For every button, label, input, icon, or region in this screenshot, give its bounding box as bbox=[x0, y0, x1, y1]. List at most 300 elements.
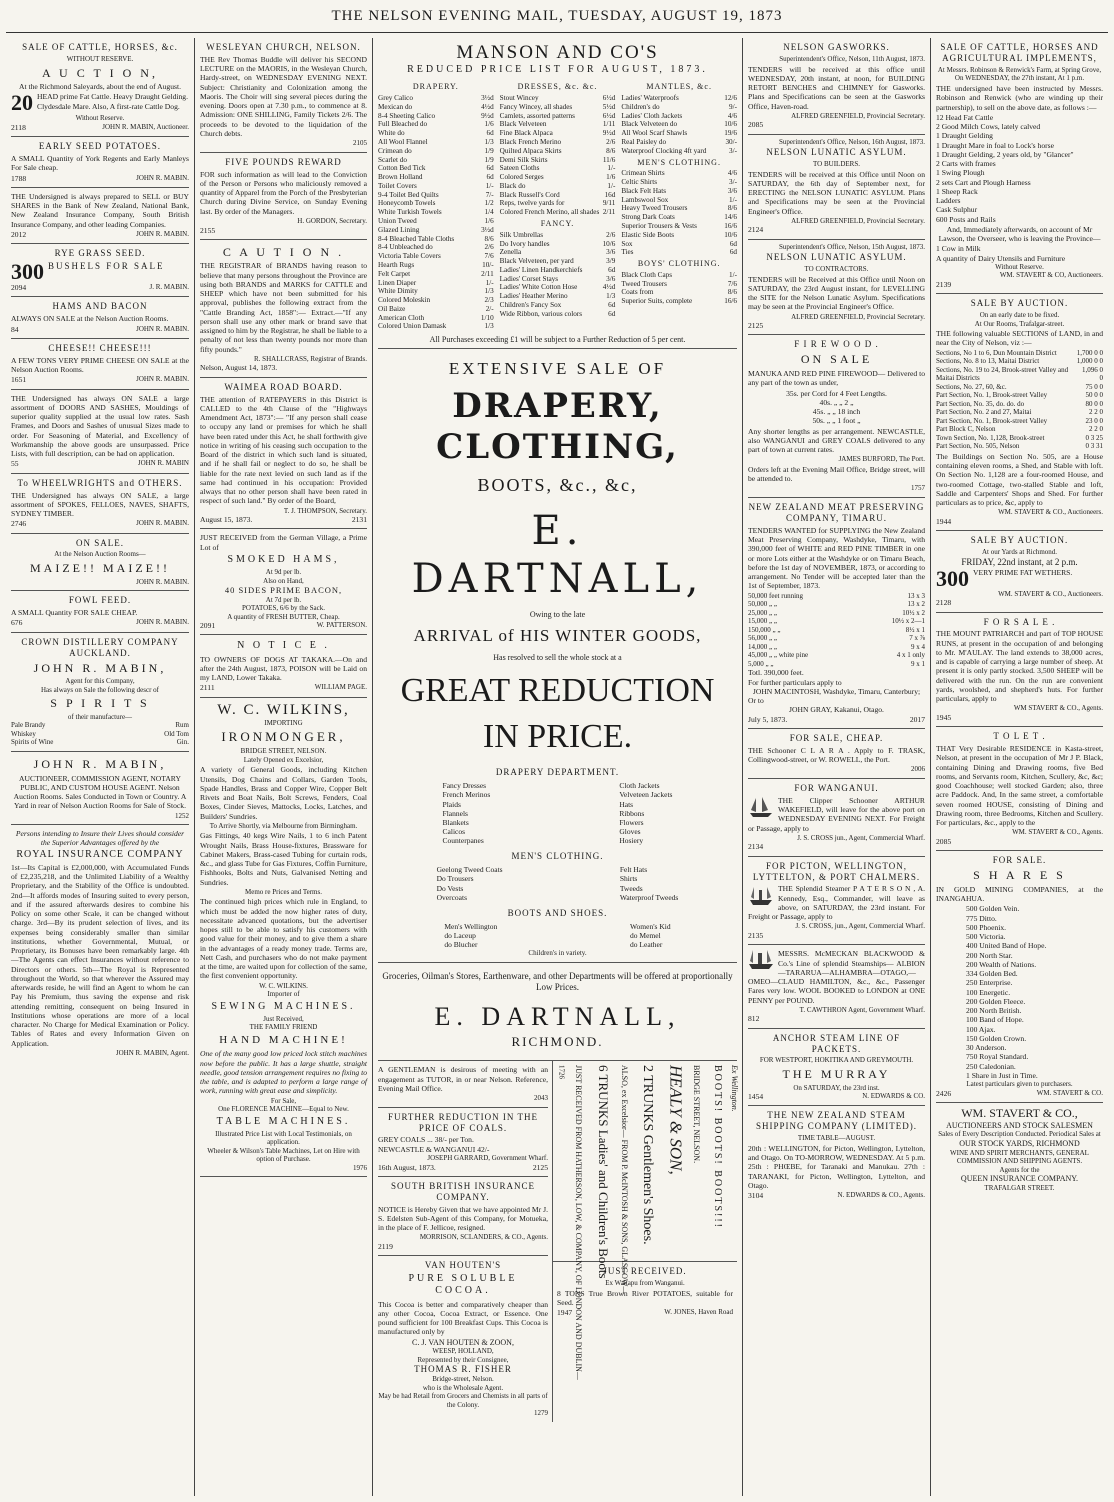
ad-title: E. DARTNALL, bbox=[434, 1001, 681, 1031]
price-row bbox=[500, 240, 616, 249]
price-row bbox=[748, 660, 925, 669]
price-item: Sox bbox=[621, 239, 633, 248]
healy-line: 2 TRUNKS Gentlemen's Shoes. bbox=[640, 1065, 656, 1245]
price-row bbox=[378, 226, 494, 235]
price-value: 1/9 bbox=[484, 146, 494, 155]
ad-signature: J. S. CROSS jun., Agent, Commercial Wharf. bbox=[797, 833, 925, 842]
ad-title: THE NEW ZEALAND STEAM SHIPPING COMPANY (LIMITED). bbox=[755, 1110, 918, 1132]
price-row bbox=[621, 297, 737, 306]
list-item: Overcoats bbox=[436, 892, 468, 902]
ad-signature: JOHN R. MABIN. bbox=[136, 519, 189, 528]
ad-received: Just Received, bbox=[263, 1014, 304, 1023]
price-row bbox=[936, 425, 1103, 434]
price-item: Reps, twelve yards for bbox=[499, 199, 565, 208]
price-row bbox=[621, 271, 737, 280]
price-value: 10½ x 2—1 bbox=[891, 617, 925, 626]
ad-code: 812 bbox=[748, 1014, 760, 1024]
ad-shares bbox=[11, 188, 189, 244]
ad-gentleman-tutor bbox=[378, 1061, 548, 1107]
price-value: 16/6 bbox=[724, 297, 738, 306]
price-row bbox=[621, 248, 737, 257]
price-value: 6d bbox=[486, 129, 494, 138]
price-value: 1/2 bbox=[484, 199, 494, 208]
ad-signature: W. JONES, Haven Road bbox=[664, 1308, 733, 1317]
price-item: Crimean do bbox=[378, 146, 412, 155]
ad-asylum-builders bbox=[748, 135, 925, 240]
ad-ex: Ex Waitapu from Wanganui. bbox=[605, 1279, 685, 1288]
price-row bbox=[621, 222, 737, 231]
price-row bbox=[500, 120, 616, 129]
ad-body: Any shorter lengths as per arrangement. NEWCASTLE, also WANGANUI and GREY COALS delivered to any part of town at current rates. bbox=[748, 426, 925, 454]
ad-body: ALWAYS ON SALE at the Nelson Auction Rooms. bbox=[11, 314, 169, 324]
ad-bacon: 40 SIDES PRIME BACON, bbox=[224, 585, 343, 596]
price-value: 4½d bbox=[602, 283, 616, 292]
list-item: 150 Golden Crown. bbox=[966, 1033, 1027, 1043]
price-row bbox=[936, 383, 1103, 392]
ad-stavert-card bbox=[936, 1103, 1103, 1197]
ad-signature: WM. STAVERT & CO., Auctioneers. bbox=[998, 508, 1103, 517]
price-row: 45s. „ „ 18 inch bbox=[812, 407, 861, 416]
ad-note: All Purchases exceeding £1 will be subject to a Further Reduction of 5 per cent. bbox=[429, 335, 686, 345]
price-value: 9 x 4 bbox=[911, 642, 925, 651]
coal-row: GREY COALS ... 38/- per Ton. bbox=[378, 1135, 474, 1145]
ad-number: 300 bbox=[11, 259, 44, 285]
ad-signature: JAMES BURFORD, The Port. bbox=[838, 455, 925, 464]
ad-clara bbox=[748, 729, 925, 779]
price-value: 1/3 bbox=[484, 138, 494, 147]
ad-to-let bbox=[936, 727, 1103, 851]
ad-timetable: TIME TABLE—AUGUST. bbox=[797, 1134, 876, 1143]
ad-title: NELSON LUNATIC ASYLUM. bbox=[766, 147, 907, 158]
price-item: Do Ivory handles bbox=[499, 239, 550, 248]
ad-price: At 9d per lb. bbox=[265, 568, 302, 577]
price-value: 19/6 bbox=[724, 129, 738, 138]
list-item: Men's Wellington bbox=[444, 921, 498, 931]
column-3 bbox=[372, 38, 742, 1496]
list-item: 100 Energetic. bbox=[966, 987, 1011, 997]
ad-wholesale: who is the Wholesale Agent. bbox=[422, 1383, 504, 1392]
list-item: Plaids bbox=[442, 799, 461, 809]
ad-body: JUST RECEIVED from the German Village, a Prime Lot of bbox=[200, 533, 367, 552]
price-row bbox=[936, 391, 1103, 400]
ad-signature: JOHN R. MABIN. bbox=[136, 618, 189, 627]
list-item: 1 Sheep Rack bbox=[936, 186, 978, 196]
price-row bbox=[621, 147, 737, 156]
price-row bbox=[378, 129, 494, 138]
price-item: Part Section, No. 35, do. do. do bbox=[936, 399, 1025, 408]
ad-reserve: Without Reserve. bbox=[75, 114, 125, 123]
price-value: 13 x 2 bbox=[907, 600, 925, 609]
ad-body: NOTICE is Hereby Given that we have appointed Mr J. S. Edelsten Sub-Agent of this Company, for Motueka, in the place of F. Jellicoe, resigned. bbox=[378, 1204, 548, 1233]
ad-asylum-contractors bbox=[748, 240, 925, 336]
price-item: White Dimity bbox=[378, 287, 418, 296]
price-row bbox=[378, 147, 494, 156]
price-item: Children's do bbox=[621, 102, 660, 111]
price-item: Zenella bbox=[499, 248, 522, 257]
ad-meat-preserving bbox=[748, 498, 925, 729]
price-item: Celtic Shirts bbox=[621, 178, 658, 187]
price-value: 8/6 bbox=[606, 146, 616, 155]
price-row bbox=[621, 187, 737, 196]
price-row bbox=[500, 292, 616, 301]
healy-line: BOOTS! BOOTS! BOOTS!!! bbox=[712, 1065, 724, 1230]
ad-reserve: Without Reserve. bbox=[995, 262, 1044, 271]
ad-heading: MAIZE!! MAIZE!! bbox=[30, 561, 170, 575]
spirit-item: Spirits of Wine bbox=[11, 738, 54, 747]
price-item: Colored Union Damask bbox=[378, 322, 447, 331]
ad-further: For further particulars apply to bbox=[748, 677, 842, 687]
ad-heading: ON SALE bbox=[800, 352, 873, 367]
ad-code: 2118 bbox=[11, 122, 26, 132]
dartnall-name: E. DARTNALL, bbox=[411, 507, 704, 603]
ad-mount-patriarch bbox=[936, 613, 1103, 728]
ad-signature: WM. STAVERT & CO., Auctioneers. bbox=[998, 589, 1103, 598]
dartnall-line: BOOTS, &c., &c, bbox=[477, 474, 638, 495]
ad-title: FOR PICTON, WELLINGTON, LYTTELTON, & PORT CHALMERS. bbox=[752, 860, 921, 882]
price-row bbox=[621, 178, 737, 187]
ad-code: 2012 bbox=[11, 229, 27, 239]
price-item: Colored Moleskin bbox=[378, 296, 431, 305]
price-columns bbox=[378, 80, 737, 331]
list-item: Fancy Dresses bbox=[442, 781, 487, 791]
ad-date: August 15, 1873. bbox=[200, 515, 253, 525]
dartnall-line: EXTENSIVE SALE OF bbox=[448, 358, 667, 378]
price-value: 3½d bbox=[481, 94, 494, 103]
price-row bbox=[378, 322, 494, 331]
ad-title: CHEESE!! CHEESE!!! bbox=[48, 342, 152, 353]
list-item: 775 Ditto. bbox=[966, 913, 997, 923]
price-value: 11/6 bbox=[602, 155, 616, 164]
ad-code: 1252 bbox=[175, 811, 189, 820]
price-item: 8-4 Sheeting Calico bbox=[378, 111, 436, 120]
ad-early: On an early date to be fixed. bbox=[979, 311, 1060, 320]
price-row bbox=[936, 442, 1103, 451]
ad-signature: WM STAVERT & CO., Agents. bbox=[1013, 704, 1103, 713]
price-item: All Wool Flannel bbox=[378, 138, 428, 147]
price-value: 2/- bbox=[485, 304, 494, 313]
ad-intro: Persons intending to Insure their Lives should consider the Superior Advantages offered by the bbox=[15, 829, 185, 848]
healy-line: Ex Wellington. bbox=[729, 1065, 739, 1113]
list-item: 2 Good Milch Cows, lately calved bbox=[936, 122, 1041, 131]
price-value: 9½d bbox=[481, 111, 494, 120]
price-list bbox=[621, 271, 737, 306]
price-head: DRESSES, &c. &c. bbox=[517, 82, 598, 92]
ad-code: 3104 bbox=[748, 1191, 764, 1201]
ad-cheese bbox=[11, 339, 189, 390]
ad-code: 55 bbox=[11, 459, 19, 469]
ad-heading: SEWING MACHINES. bbox=[211, 1000, 356, 1012]
list-item: Women's Kid bbox=[630, 921, 671, 931]
price-value: 13 x 3 bbox=[907, 591, 925, 600]
price-value: 1/6 bbox=[484, 120, 494, 129]
ad-code: 2124 bbox=[748, 225, 764, 235]
ad-code: 2125 bbox=[748, 321, 764, 331]
ad-sale-sections bbox=[936, 294, 1103, 531]
price-item: Fine Black Alpaca bbox=[499, 129, 553, 138]
list-right bbox=[630, 922, 671, 949]
ad-title: JUST RECEIVED. bbox=[603, 1266, 687, 1277]
dept-list bbox=[378, 922, 737, 949]
price-item: Crimean Shirts bbox=[621, 169, 665, 178]
dartnall-line: IN PRICE. bbox=[482, 717, 633, 755]
price-value: 6½d bbox=[602, 111, 616, 120]
ad-retail: May be had Retail from Grocers and Chemists in all parts of the Colony. bbox=[378, 1392, 548, 1409]
ad-title: SALE BY AUCTION. bbox=[970, 298, 1069, 309]
ad-title: FURTHER REDUCTION IN THE PRICE OF COALS. bbox=[387, 1111, 539, 1133]
ad-florence: One FLORENCE MACHINE—Equal to New. bbox=[218, 1105, 349, 1114]
ad-title: VAN HOUTEN'S bbox=[424, 1260, 502, 1271]
coal-row: NEWCASTLE & WANGANUI 42/- bbox=[378, 1144, 490, 1154]
ad-agent: Agent for this Company, bbox=[65, 677, 135, 686]
ad-list: Illustrated Price List with Local Testimonials, on application. bbox=[215, 1129, 352, 1147]
ad-body: THE Undersigned has always ON SALE a large assortment of DOORS AND SASHES, Mouldings of superior quality supplied at the usual low rates. Sash Frames, and Doors and Sashes of unusual Sizes made to order. For Seasoning of Material, and Excellency of Workmanship the above goods are unsurpassed. Price Lists, with full description, can be had on application. bbox=[11, 393, 189, 459]
price-row bbox=[500, 164, 616, 173]
ad-number: 300 bbox=[936, 565, 969, 591]
spirit-item: Gin. bbox=[176, 738, 189, 747]
ad-signature: WM. STAVERT & CO, Auctioneers. bbox=[999, 271, 1103, 280]
ad-gold-shares bbox=[936, 851, 1103, 1103]
ad-signature: ALFRED GREENFIELD, Provincial Secretary. bbox=[791, 216, 925, 225]
price-item: Superior Suits, complete bbox=[621, 297, 693, 306]
ad-code: 84 bbox=[11, 324, 19, 334]
list-right bbox=[620, 865, 679, 902]
ad-or: Or to bbox=[748, 696, 764, 706]
list-item: 1 Share in Just in Time. bbox=[966, 1070, 1038, 1080]
price-value: 1/- bbox=[485, 278, 494, 287]
ad-south-british bbox=[378, 1177, 548, 1256]
price-item: Sections, No. 8 to 13, Maitai District bbox=[936, 357, 1040, 366]
ad-hand-machine: HAND MACHINE! bbox=[219, 1033, 348, 1046]
columns bbox=[6, 38, 1108, 1496]
price-row bbox=[621, 288, 737, 297]
column-2 bbox=[194, 38, 372, 1496]
ad-importing: IMPORTING bbox=[264, 718, 303, 727]
center-bottom-left bbox=[378, 1061, 552, 1422]
ad-agents: Agents for the bbox=[999, 1165, 1040, 1174]
ad-body: THE REGISTRAR of BRANDS having reason to believe that many persons throughout the Province are using both BRANDS and MARKS for CATTLE and SHEEP which have not been submitted for his approval, publishes the following extract from the "Cattle Branding Act, 1858":— Extract.—"If any person shall use any other mark or brand save that assigned to him by the Registrar, he shall be liable to a penalty of not less than twenty pounds nor more than fifty pounds." bbox=[200, 261, 367, 354]
list-item: do Blucher bbox=[444, 940, 478, 950]
ad-body: A GENTLEMAN is desirous of meeting with an engagement as TUTOR, in or near Nelson. Reference, Evening Mail Office. bbox=[378, 1065, 548, 1093]
ad-rooms: At Our Rooms, Trafalgar-street. bbox=[974, 319, 1065, 328]
ad-signature: JOHN R. MABIN, Auctioneer. bbox=[102, 122, 189, 131]
price-row bbox=[378, 243, 494, 252]
column-1 bbox=[6, 38, 194, 1496]
ad-title: WESLEYAN CHURCH, NELSON. bbox=[206, 42, 361, 52]
price-row bbox=[378, 103, 494, 112]
list-item: Blankets bbox=[442, 817, 469, 827]
price-item: Black Felt Hats bbox=[621, 186, 667, 195]
ad-code: 1651 bbox=[11, 375, 27, 385]
price-item: 50,000 „ „ bbox=[748, 600, 777, 609]
ad-signature: JOHN R. MABIN. bbox=[136, 229, 189, 238]
list-item: Flowers bbox=[619, 817, 644, 827]
price-row bbox=[500, 103, 616, 112]
list-item: 750 Royal Standard. bbox=[966, 1052, 1029, 1062]
ad-caution bbox=[200, 240, 367, 378]
price-row bbox=[500, 94, 616, 103]
list-item: Velveteen Jackets bbox=[619, 790, 673, 800]
ad-body: The continued high prices which rule in England, to which must be added the now higher rates of duty, necessitate advanced quotations, but the advertiser hopes still to be able to satisfy his customers with good value for their money, and to give them a share in the advantages of a ready money trade. Terms are, Nett Cash, and purchasers who do not make payment at the time, are waited upon for collection of the same, the first convenient opportunity. bbox=[200, 897, 367, 981]
price-item: Silk Umbrellas bbox=[499, 230, 543, 239]
price-row bbox=[936, 366, 1103, 383]
price-row bbox=[621, 196, 737, 205]
price-row bbox=[500, 275, 616, 284]
price-item: Black French Merino bbox=[499, 138, 562, 147]
price-value: 9/11 bbox=[602, 199, 616, 208]
price-row bbox=[621, 231, 737, 240]
ad-body: THE Undersigned is always prepared to SELL or BUY SHARES in the Bank of New Zealand, National Bank, New Zealand Insurance Company, South British Insurance Company, and other leading Companies. bbox=[11, 191, 189, 229]
price-item: Full Bleached do bbox=[378, 120, 428, 129]
ad-spirits: S P I R I T S bbox=[50, 696, 150, 711]
ad-title: EARLY SEED POTATOES. bbox=[38, 141, 162, 152]
price-value: 2/6 bbox=[606, 230, 616, 239]
ad-code: 2134 bbox=[748, 842, 764, 852]
price-item: Black Velveteen bbox=[499, 120, 547, 129]
price-item: Superior Trousers & Vests bbox=[621, 222, 697, 231]
steamship-icon bbox=[748, 948, 774, 970]
price-item: Real Paisley do bbox=[621, 138, 667, 147]
list-item: Do Trousers bbox=[436, 874, 474, 884]
ad-heading: JOHN R. MABIN, bbox=[33, 660, 167, 675]
price-value: 6½d bbox=[602, 94, 616, 103]
spirit-item: Whiskey bbox=[11, 729, 36, 738]
price-row bbox=[378, 191, 494, 200]
list-item: 500 Golden Vein. bbox=[966, 904, 1020, 914]
ad-early-potatoes bbox=[11, 137, 189, 188]
timber-table bbox=[748, 592, 925, 669]
price-row bbox=[378, 261, 494, 270]
ad-body: At the Nelson Auction Rooms— bbox=[54, 550, 146, 559]
price-row bbox=[500, 138, 616, 147]
price-value: 16/6 bbox=[724, 222, 738, 231]
price-item: Part Section, No. 1, Brook-street Valley bbox=[936, 416, 1048, 425]
price-value: 8/6 bbox=[727, 288, 738, 297]
ad-code: 2128 bbox=[936, 598, 952, 608]
list-item: 200 North Star. bbox=[966, 950, 1013, 960]
price-item: Cotton Bed Tick bbox=[378, 164, 426, 173]
ad-code: 2125 bbox=[532, 1162, 548, 1172]
price-item: Quilted Alpaca Skirts bbox=[499, 146, 562, 155]
ad-royal-insurance bbox=[11, 825, 189, 1061]
price-row bbox=[621, 213, 737, 222]
price-item: Demi Silk Skirts bbox=[499, 155, 548, 164]
ad-dairy: A quantity of Dairy Utensils and Furniture bbox=[936, 253, 1066, 263]
price-item: 8-4 Bleached Table Cloths bbox=[378, 234, 455, 243]
ad-body: 20th : WELLINGTON, for Picton, Wellington, Lyttelton, and Otago. On TO-MORROW, WEDNESDAY. At 5 p.m. 25th : PHŒBE, for Taranaki and Manukau. 27th : TARANAKI, for Picton, Wellington, Lyttelton, and Otago. bbox=[748, 1143, 925, 1190]
ad-title: SALE BY AUCTION. bbox=[970, 535, 1069, 546]
ad-title: C A U T I O N . bbox=[222, 244, 345, 259]
ad-body: FOR WESTPORT, HOKITIKA AND GREYMOUTH. bbox=[759, 1056, 914, 1065]
price-row bbox=[621, 120, 737, 129]
ad-signature: T. J. THOMPSON, Secretary. bbox=[283, 506, 367, 515]
price-row bbox=[500, 112, 616, 121]
ad-signature: J. R. MABIN. bbox=[149, 283, 189, 292]
price-item: Ladies' Corset Stays bbox=[499, 274, 559, 283]
ad-code: 2135 bbox=[748, 931, 764, 940]
price-item: Colored Serges bbox=[499, 173, 544, 182]
price-item: Wide Ribbon, various colors bbox=[499, 309, 583, 318]
ad-code: 1947 bbox=[557, 1308, 573, 1318]
price-item: Grey Calico bbox=[378, 94, 413, 103]
price-item: 5,000 „ „ bbox=[748, 659, 774, 668]
price-item: 8-4 Unbleached do bbox=[378, 243, 433, 252]
list-item: Gloves bbox=[619, 827, 641, 837]
price-item: Scarlet do bbox=[378, 155, 407, 164]
ad-also: And, Immediately afterwards, on account of Mr Lawson, the Overseer, who is leaving the Province— bbox=[938, 224, 1101, 243]
ad-code: 2155 bbox=[200, 225, 216, 235]
price-value: 2/6 bbox=[606, 138, 616, 147]
ad-auctioneer bbox=[11, 752, 189, 825]
ad-queen: QUEEN INSURANCE COMPANY. bbox=[960, 1174, 1079, 1184]
column-5 bbox=[930, 38, 1108, 1496]
ad-wanganui bbox=[748, 779, 925, 857]
price-value: 14/6 bbox=[724, 213, 738, 222]
price-head: FANCY. bbox=[540, 219, 575, 229]
price-value: 8/6 bbox=[484, 234, 494, 243]
price-value: 1/3 bbox=[484, 322, 494, 331]
ad-title: N O T I C E . bbox=[237, 640, 330, 652]
price-value: 1/6 bbox=[606, 173, 616, 182]
dartnall-line: DRAPERY, CLOTHING, bbox=[436, 385, 679, 468]
list-item: 12 Head Fat Cattle bbox=[936, 112, 994, 122]
list-item: Hats bbox=[619, 799, 634, 809]
price-item: Town Section, No. 1,128, Brook-street bbox=[936, 433, 1045, 442]
ad-title: F O R S A L E . bbox=[983, 616, 1056, 627]
ad-body: IN GOLD MINING COMPANIES, at the INANGAHUA. bbox=[936, 884, 1103, 904]
price-value: 7/6 bbox=[727, 279, 738, 288]
ad-date: On SATURDAY, the 23rd inst. bbox=[793, 1083, 880, 1092]
center-bottom-right bbox=[552, 1061, 737, 1422]
list-item: 100 Ajax. bbox=[966, 1024, 996, 1034]
ad-body: TENDERS will be received at this office until WEDNESDAY, 20th instant, at noon, for BUILDING RETORT BENCHES and CHIMNEY for Gasworks. Plans and Specifications can be seen at the Gasworks Office, Haven-road. bbox=[748, 64, 925, 111]
ad-title: W. C. WILKINS, bbox=[217, 701, 350, 718]
price-col-drapery bbox=[378, 80, 494, 331]
ad-signature: JOHN R. MABIN. bbox=[136, 375, 189, 384]
price-item: Ladies' Cloth Jackets bbox=[621, 111, 683, 120]
price-row bbox=[378, 156, 494, 165]
price-item: Black Velveteen do bbox=[621, 120, 678, 129]
ad-memo: Memo re Prices and Terms. bbox=[245, 887, 322, 896]
ad-signature: JOSEPH GARRARD, Government Wharf. bbox=[427, 1153, 548, 1162]
price-item: Victoria Table Covers bbox=[378, 252, 441, 261]
ad-title: T O L E T . bbox=[993, 731, 1046, 742]
price-item: 45,000 „ „ white pine bbox=[748, 651, 809, 660]
ad-signature: JOHN R. MABIN. bbox=[136, 324, 189, 333]
ad-picton bbox=[748, 857, 925, 946]
ad-signature: ALFRED GREENFIELD, Provincial Secretary. bbox=[791, 312, 925, 321]
ad-body: MESSRS. McMECKAN BLACKWOOD & Co.'s Line of splendid Steamships— ALBION—TARARUA—ALHAMBRA—OTAGO,—OMEO—CLAUD HAMILTON, &c., &c., Passenger Fares very low. WOOL BOOKED to LONDON at ONE PENNY per POUND. bbox=[748, 949, 925, 1005]
price-value: 1/3 bbox=[484, 287, 494, 296]
price-row: 40s. „ „ 2 „ bbox=[819, 397, 854, 407]
ad-nz-steam-shipping bbox=[748, 1106, 925, 1204]
price-item: 25,000 „ „ bbox=[748, 608, 777, 617]
list-item: 250 Caledonian. bbox=[966, 1061, 1016, 1071]
list-item: Ladders bbox=[936, 196, 961, 205]
price-item: American Cloth bbox=[378, 313, 425, 322]
price-head: DRAPERY. bbox=[412, 82, 459, 92]
dartnall-line: Has resolved to sell the whole stock at a bbox=[493, 652, 622, 662]
price-row bbox=[378, 120, 494, 129]
price-item: Honeycomb Towels bbox=[378, 199, 436, 208]
ad-place: WEESP, HOLLAND, bbox=[432, 1347, 494, 1356]
list-item: 600 Posts and Rails bbox=[936, 214, 996, 224]
ad-code: 2131 bbox=[351, 515, 367, 525]
price-row bbox=[500, 199, 616, 208]
price-value: 2 2 0 bbox=[1089, 408, 1103, 417]
ad-body: One of the many good low priced lock stitch machines now before the public. It has a large shuttle, straight needle, good tension arrangement requires no fixing to the table, and is adapted to perform a large range of work, running with great ease and simplicity. bbox=[200, 1049, 367, 1096]
ad-cattle-sale bbox=[11, 38, 189, 137]
list-item: 1 Draught Gelding, 2 years old, by "Glancer" bbox=[936, 149, 1074, 159]
